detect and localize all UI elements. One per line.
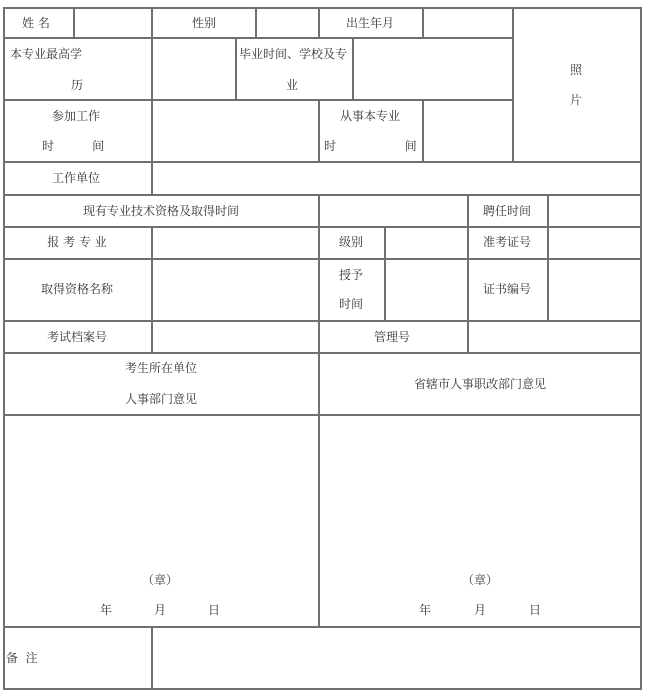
cert-no-input[interactable] xyxy=(547,258,642,322)
cert-no-label: 证书编号 xyxy=(482,282,532,296)
education-input[interactable] xyxy=(151,37,237,101)
unit-opinion-area[interactable] xyxy=(3,414,320,628)
major-time-label-line2: 时 间 xyxy=(324,139,417,153)
archive-label: 考试档案号 xyxy=(46,330,108,344)
grant-input[interactable] xyxy=(384,258,469,322)
level-input[interactable] xyxy=(384,226,469,260)
work-start-input[interactable] xyxy=(151,99,320,163)
remarks-input[interactable] xyxy=(151,626,642,690)
ticket-label: 准考证号 xyxy=(482,235,532,249)
unit-opinion-label-line1: 考生所在单位 xyxy=(124,361,198,375)
city-opinion-label: 省辖市人事职改部门意见 xyxy=(413,377,547,391)
photo-label-top: 照 xyxy=(569,63,583,77)
unit-year-label: 年 xyxy=(99,603,113,617)
employer-input[interactable] xyxy=(151,161,642,196)
major-time-label-line1: 从事本专业 xyxy=(340,109,401,123)
ticket-input[interactable] xyxy=(547,226,642,260)
major-time-input[interactable] xyxy=(422,99,514,163)
grad-input[interactable] xyxy=(352,37,514,101)
photo-cell[interactable] xyxy=(512,7,642,163)
apply-major-input[interactable] xyxy=(151,226,320,260)
qual-name-input[interactable] xyxy=(151,258,320,322)
education-label-line1: 本专业最高学 xyxy=(10,47,83,61)
unit-month-label: 月 xyxy=(153,603,167,617)
manage-no-input[interactable] xyxy=(467,320,642,354)
employer-label: 工作单位 xyxy=(52,171,101,185)
work-start-label-line2: 时 间 xyxy=(42,139,105,153)
grant-label-line2: 时间 xyxy=(338,297,364,311)
gender-label: 性别 xyxy=(191,16,217,30)
unit-day-label: 日 xyxy=(207,603,221,617)
city-day-label: 日 xyxy=(528,603,542,617)
grad-label-line1: 毕业时间、学校及专 xyxy=(239,47,348,61)
apply-major-label: 报 考 专 业 xyxy=(47,235,107,249)
city-opinion-area[interactable] xyxy=(318,414,642,628)
name-input[interactable] xyxy=(73,7,153,39)
birth-label: 出生年月 xyxy=(345,16,395,30)
work-start-label-line1: 参加工作 xyxy=(52,109,101,123)
grant-label-line1: 授予 xyxy=(338,268,364,282)
remarks-label: 备 注 xyxy=(6,651,38,665)
current-qual-input[interactable] xyxy=(318,194,469,228)
unit-opinion-label-line2: 人事部门意见 xyxy=(124,392,198,406)
gender-input[interactable] xyxy=(255,7,320,39)
city-seal-label: （章） xyxy=(461,573,499,587)
city-year-label: 年 xyxy=(418,603,432,617)
hire-time-input[interactable] xyxy=(547,194,642,228)
level-label: 级别 xyxy=(338,235,364,249)
education-label-line2: 历 xyxy=(71,78,84,92)
manage-no-label: 管理号 xyxy=(373,330,411,344)
qual-name-label: 取得资格名称 xyxy=(40,282,114,296)
unit-seal-label: （章） xyxy=(141,573,179,587)
name-label: 姓 名 xyxy=(22,16,50,30)
birth-input[interactable] xyxy=(422,7,514,39)
photo-label-bottom: 片 xyxy=(569,93,583,107)
archive-input[interactable] xyxy=(151,320,320,354)
city-month-label: 月 xyxy=(473,603,487,617)
hire-time-label: 聘任时间 xyxy=(482,204,532,218)
grad-label-line2: 业 xyxy=(286,78,299,92)
current-qual-label: 现有专业技术资格及取得时间 xyxy=(82,204,240,218)
